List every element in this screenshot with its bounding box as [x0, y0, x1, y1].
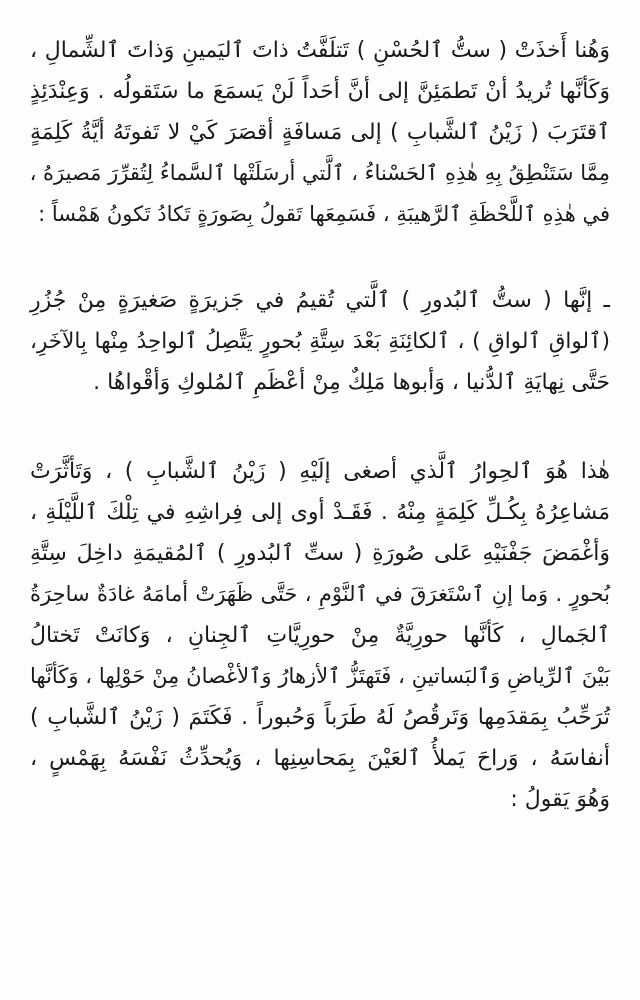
- text-line: هٰذا هُوَ ٱلحِوارُ ٱلَّذي أصغى إلَيْهِ ( زَيْنُ ٱلشَّبابِ ) ، وَتَأثَّرَتْ: [30, 459, 610, 484]
- text-line: ـ إنَّها ( ستُّ ٱلبُدورِ ) ٱلَّتي تُقيمُ في جَزيرَةٍ صَغيرَةٍ مِنْ جُزُرِ: [30, 288, 610, 313]
- text-line: وَأغْمَضَ جَفْنَيْهِ عَلى صُورَةِ ( ستِّ ٱلبُدورِ ) ٱلمُقيمَةِ داخِلَ سِتَّةِ: [30, 541, 610, 566]
- text-line: وَكَأنَّها تُريدُ أنْ تَطمَئِنَّ إلى أنَّ أحَداً لَنْ يَسمَعَ ما سَتَقولُه . وَعِنْدَئِذٍ: [30, 79, 610, 104]
- text-line: ٱلجَمالِ ، كَأنَّها حورِيَّةٌ مِنْ حورِيَّاتِ ٱلجِنانِ ، وَكانَتْ تَختالُ: [30, 623, 610, 648]
- text-line: في هٰذِهِ ٱللَّحْظَةِ ٱلرَّهيبَةِ ، فَسَمِعَها تَقولُ بِصَورَةٍ تَكادُ تَكونُ هَمْساً :: [38, 202, 610, 226]
- text-line: (ٱلواقِ ٱلواقِ ) ، ٱلكائِنَةِ بَعْدَ سِتَّةِ بُحورٍ يَتَّصِلُ ٱلواحِدُ مِنْها بِالآخَرِ،: [30, 329, 610, 354]
- text-line: حَتَّى نِهايَةِ ٱلدُّنيا ، وَأبوها مَلِكٌ مِنْ أعْظَمِ ٱلمُلوكِ وَأقْواهُا .: [93, 370, 610, 395]
- text-line: بَيْنَ ٱلرِّياضِ وَٱلبَساتينِ ، فَتَهتَزُّ ٱلأزهارُ وَٱلأغْصانُ مِنْ حَوْلِها ، وَكَأنَّها: [30, 664, 610, 688]
- text-line: وَهُوَ يَقولُ :: [510, 787, 610, 812]
- text-line: مَشاعِرُهُ بِكُـلِّ كَلِمَةٍ مِنْهُ . فَقَـدْ أوى إلى فِراشِهِ في تِلْكَ ٱللَّيْلَةِ ،: [30, 500, 610, 525]
- text-line: مِمَّا سَتَنْطِقُ بِهِ هٰذِهِ ٱلحَسْناءُ ، ٱلَّتي أرسَلَتْها ٱلسَّماءُ لِتُقرِّرَ مَصيرَهُ ،: [29, 161, 610, 185]
- text-line: تُرَحِّبُ بِمَقدَمِها وَتَرقُصُ لَهُ طَرَباً وَحُبوراً . فَكَتَمَ ( زَيْنُ ٱلشَّبابِ ): [30, 705, 610, 730]
- text-line: بُحورٍ . وَما إنِ ٱسْتَغرَقَ في ٱلنَّوْمِ ، حَتَّى ظَهَرَتْ أمامَهُ غادَةٌ ساحِرَةُ: [30, 582, 610, 606]
- paragraph-2: [30, 280, 610, 403]
- text-line: ٱقتَرَبَ ( زَيْنُ ٱلشَّبابِ ) إلى مَسافَةٍ أقصَرَ كَيْ لا تَفوتَهُ أيَّةُ كَلِمَةٍ: [30, 120, 610, 145]
- text-line: أنفاسَهُ ، وَراحَ يَملأُ ٱلعَيْنَ بِمَحاسِنِها ، وَيُحدِّثُ نَفْسَهُ بِهَمْسٍ ،: [30, 746, 610, 771]
- paragraph-3: [30, 451, 610, 820]
- text-line: وَهُنا أَخذَتْ ( ستُّ ٱلحُسْنِ ) تَتلَفَّتُ ذاتَ ٱليَمينِ وَذاتَ ٱلشِّمالِ ،: [30, 38, 610, 63]
- paragraph-1: [30, 30, 610, 235]
